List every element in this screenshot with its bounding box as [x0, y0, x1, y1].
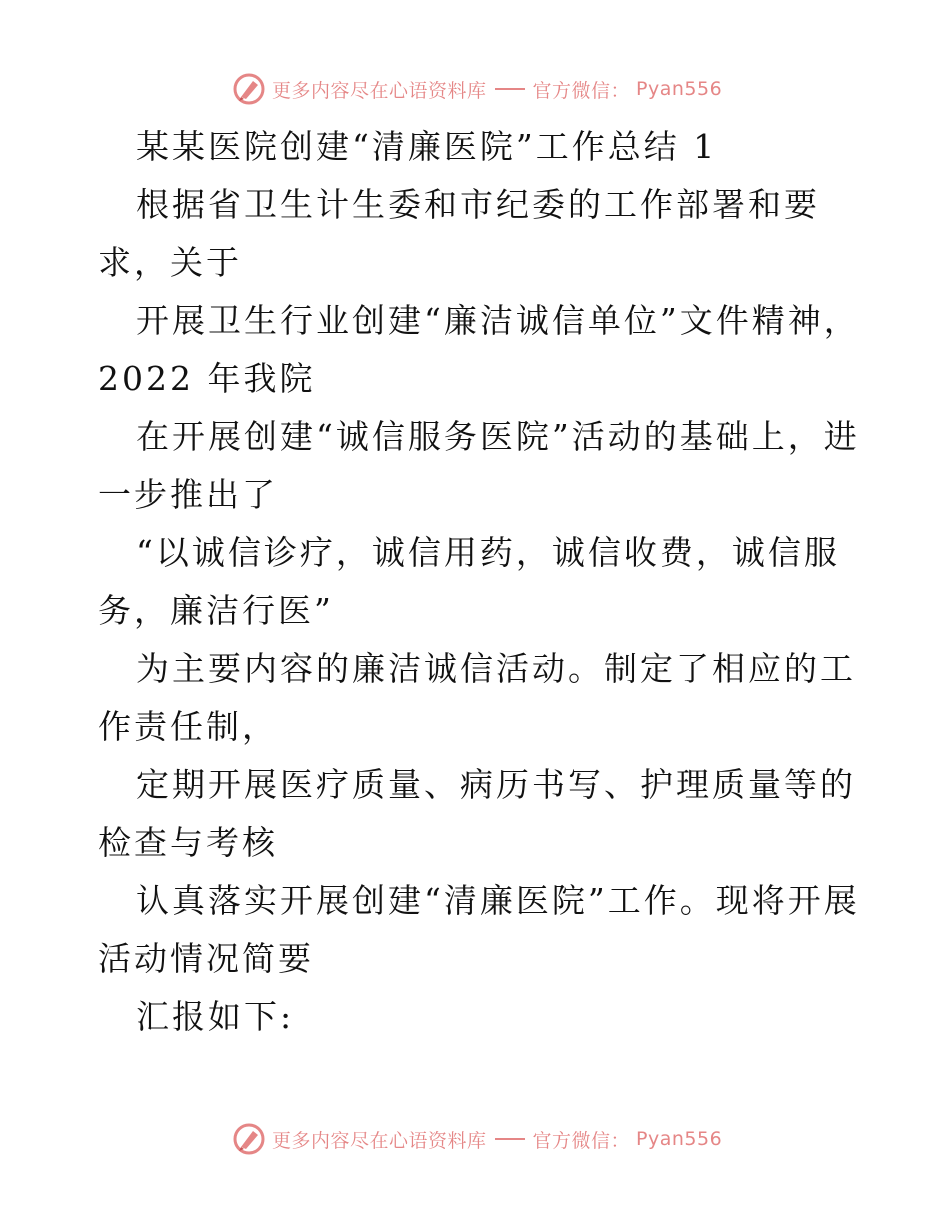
paragraph-line: 在开展创建“诚信服务医院”活动的基础上，进一步推出了	[98, 417, 860, 514]
watermark-wechat-label: 官方微信：	[532, 1129, 631, 1152]
watermark-footer	[232, 1122, 722, 1156]
watermark-wechat-id: Pyan556	[636, 1128, 723, 1150]
paragraph-line: 开展卫生行业创建“廉洁诚信单位”文件精神，2022 年我院	[98, 301, 860, 398]
watermark-dash	[495, 88, 525, 90]
watermark-wechat-id: Pyan556	[636, 78, 723, 100]
paragraph-line: 定期开展医疗质量、病历书写、护理质量等的检查与考核	[98, 765, 856, 862]
pen-logo-icon	[232, 72, 266, 106]
pen-logo-icon	[232, 1122, 266, 1156]
document-body	[98, 118, 868, 1046]
watermark-site-text: 更多内容尽在心语资料库	[272, 1129, 487, 1152]
watermark-wechat-label: 官方微信：	[532, 79, 631, 102]
paragraph-line: “以诚信诊疗，诚信用药，诚信收费，诚信服务，廉洁行医”	[98, 533, 840, 630]
watermark-site-text: 更多内容尽在心语资料库	[272, 79, 487, 102]
paragraph-line: 认真落实开展创建“清廉医院”工作。现将开展活动情况简要	[98, 881, 860, 978]
paragraph-line: 为主要内容的廉洁诚信活动。制定了相应的工作责任制，	[98, 649, 856, 746]
watermark-header	[232, 72, 722, 106]
watermark-dash	[495, 1138, 525, 1140]
document-title: 某某医院创建“清廉医院”工作总结 1	[136, 127, 718, 166]
paragraph-line: 根据省卫生计生委和市纪委的工作部署和要求，关于	[98, 185, 820, 282]
paragraph-line: 汇报如下:	[136, 997, 295, 1036]
